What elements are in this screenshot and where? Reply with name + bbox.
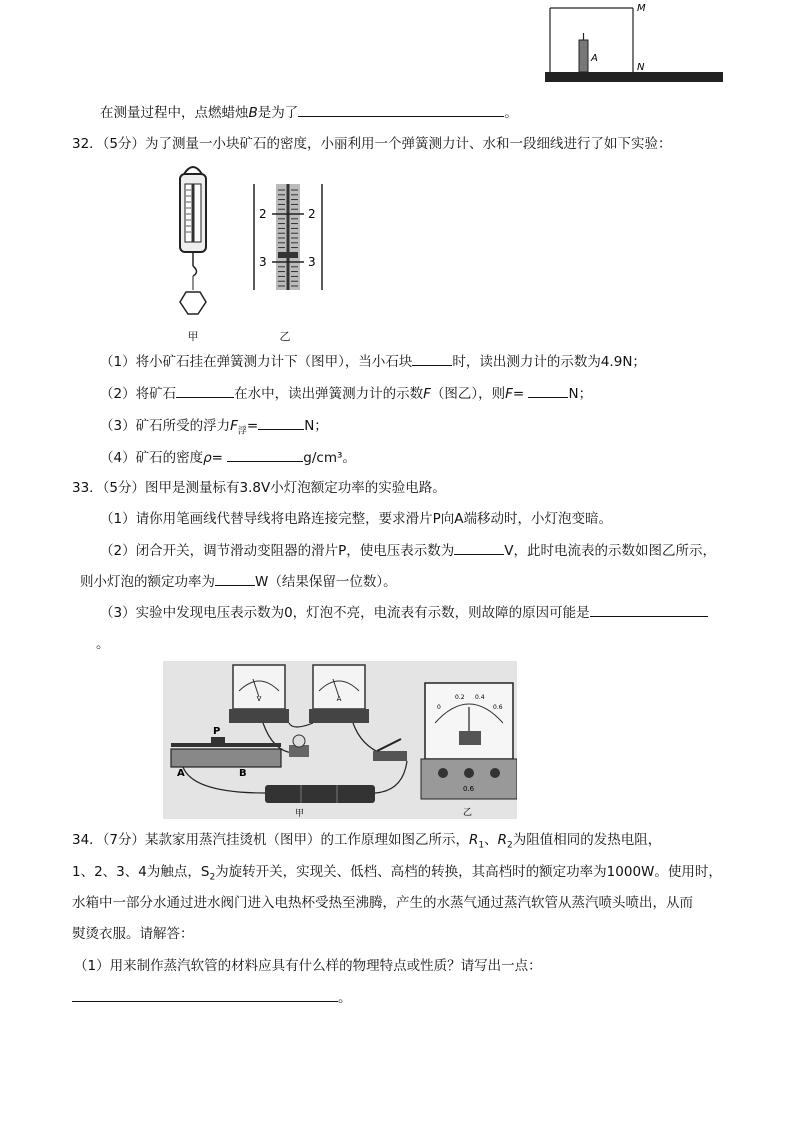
answer-blank[interactable] [215, 571, 255, 586]
q31-tail-line: 在测量过程中，点燃蜡烛B是为了 。 [100, 102, 518, 123]
scale-right-3: 3 [308, 255, 316, 269]
label-yi: 乙 [279, 330, 291, 343]
plate-candle-figure [545, 0, 725, 88]
q34-line-4: 熨烫衣服。请解答： [72, 926, 194, 942]
ammeter-closeup [421, 683, 517, 818]
label-a: A [591, 53, 598, 64]
q33-item-3: （3）实验中发现电压表示数为0，灯泡不亮，电流表有示数，则故障的原因可能是 [100, 602, 708, 623]
ammeter-a: A [336, 695, 342, 703]
q32-item-1: （1）将小矿石挂在弹簧测力计下（图甲），当小石块 时，读出测力计的示数为4.9N； [100, 351, 646, 372]
svg-text:0: 0 [437, 704, 441, 711]
answer-blank[interactable] [528, 383, 568, 398]
svg-text:0.4: 0.4 [475, 694, 485, 701]
svg-text:0.6: 0.6 [493, 704, 503, 711]
answer-blank[interactable] [412, 351, 452, 366]
label-m: M [637, 3, 646, 14]
scale-left-2: 2 [259, 207, 267, 221]
label-a: A [177, 768, 185, 779]
q33-intro: 33．（5分）图甲是测量标有3.8V小灯泡额定功率的实验电路。 [72, 480, 446, 496]
battery-pack [265, 785, 375, 803]
svg-text:0.2: 0.2 [455, 694, 465, 701]
q32-item-3: （3）矿石所受的浮力$F_浮= N$； [100, 415, 328, 442]
label-photo-jia: 甲 [295, 809, 305, 819]
q33-item-3-end: 。 [96, 636, 110, 652]
q33-item-1: （1）请你用笔画线代替导线将电路连接完整，要求滑片P向A端移动时，小灯泡变暗。 [100, 511, 612, 527]
label-p: P [213, 726, 221, 737]
spring-scale-figure [168, 162, 218, 322]
label-n: N [637, 62, 645, 73]
q34-item-1: （1）用来制作蒸汽软管的材料应具有什么样的物理特点或性质？请写出一点： [74, 958, 542, 974]
q34-item-1-answer: 。 [72, 987, 352, 1008]
q34-line-1: 34．（7分）某款家用蒸汽挂烫机（图甲）的工作原理如图乙所示，$R_1$、$R_2$为阻值相同的发热电阻， [72, 832, 662, 851]
terminal-0-6: 0.6 [463, 785, 475, 793]
scale-right-2: 2 [308, 207, 316, 221]
answer-blank[interactable] [176, 383, 234, 398]
answer-blank[interactable] [590, 602, 708, 617]
circuit-photo [163, 661, 517, 819]
answer-blank[interactable] [298, 102, 504, 117]
q32-item-2: （2）将矿石 在水中，读出弹簧测力计的示数F（图乙），则F= N； [100, 383, 592, 404]
label-photo-yi: 乙 [463, 808, 473, 818]
voltmeter [229, 665, 289, 723]
q32-item-4: （4）矿石的密度ρ= g/cm³。 [100, 447, 356, 468]
answer-blank[interactable] [454, 540, 504, 555]
q34-line-2: 1、2、3、4为触点，$S_2$为旋转开关，实现关、低档、高档的转换，其高档时的额定功率为1000W。使用时， [72, 864, 722, 883]
label-jia: 甲 [187, 330, 199, 343]
q34-line-3: 水箱中一部分水通过进水阀门进入电热杯受热至沸腾，产生的水蒸气通过蒸汽软管从蒸汽喷头喷出，从而 [72, 895, 693, 911]
q33-item-2b: 则小灯泡的额定功率为 W（结果保留一位数）。 [80, 571, 397, 592]
label-b: B [239, 768, 247, 779]
scale-left-3: 3 [259, 255, 267, 269]
q32-intro: 32．（5分）为了测量一小块矿石的密度，小丽利用一个弹簧测力计、水和一段细线进行了如下实验： [72, 136, 672, 152]
answer-blank[interactable] [227, 447, 303, 462]
q33-item-2: （2）闭合开关，调节滑动变阻器的滑片P，使电压表示数为 V，此时电流表的示数如图乙所示， [100, 540, 716, 561]
voltmeter-v: V [256, 695, 262, 703]
ammeter [309, 665, 369, 723]
scale-closeup-figure [248, 182, 328, 292]
rheostat [171, 726, 281, 779]
answer-blank[interactable] [72, 987, 338, 1002]
answer-blank[interactable] [258, 415, 304, 430]
